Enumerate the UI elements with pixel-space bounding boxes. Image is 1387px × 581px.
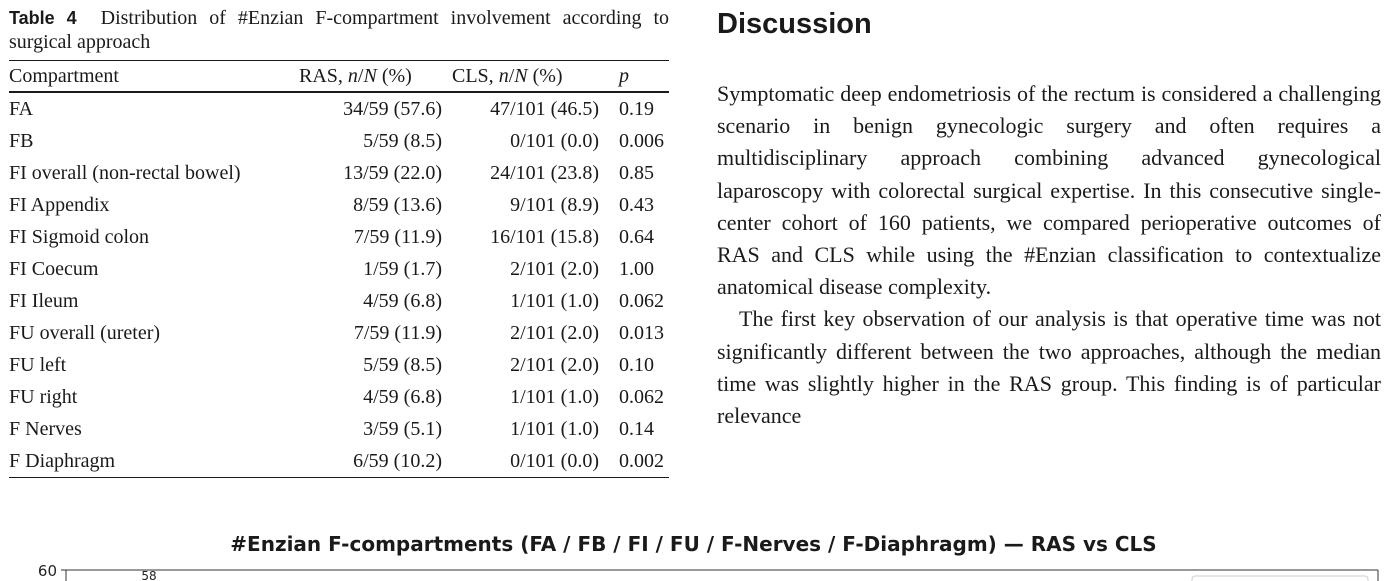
cell-ras: 3/59 (5.1) — [363, 417, 442, 440]
legend-box — [1192, 576, 1368, 581]
header-ras: RAS, n/N (%) — [299, 61, 452, 93]
table-row — [9, 413, 669, 445]
table-row — [9, 285, 669, 317]
cell-compartment: FU right — [9, 385, 78, 408]
cell-p: 0.64 — [619, 225, 654, 248]
cell-compartment: FU left — [9, 353, 67, 376]
cell-cls: 47/101 (46.5) — [490, 97, 599, 120]
cell-ras: 7/59 (11.9) — [353, 321, 442, 344]
cell-cls: 16/101 (15.8) — [490, 225, 599, 248]
cell-compartment: FI Appendix — [9, 193, 110, 216]
cell-ras: 6/59 (10.2) — [299, 445, 452, 478]
table-row — [9, 221, 669, 253]
chart-title: #Enzian F-compartments (FA / FB / FI / FU / F-Nerves / F-Diaphragm) — RAS vs CLS — [230, 532, 1157, 556]
table-row — [9, 157, 669, 189]
discussion-paragraph: The first key observation of our analysis is that operative time was not significantly different between the two approaches, although the median time was slightly higher in the RAS group. This finding is of particular relevance — [717, 306, 1381, 429]
cell-ras: 4/59 (6.8) — [363, 289, 442, 312]
bar-chart — [0, 556, 1387, 581]
cell-ras: 5/59 (8.5) — [363, 353, 442, 376]
discussion-paragraph: Symptomatic deep endometriosis of the rectum is considered a challenging scenario in benign gynecologic surgery and often requires a multidisciplinary approach combining advanced gynecological laparoscopy with colorectal surgical expertise. In this consecutive single-center cohort of 160 patients, we compared perioperative outcomes of RAS and CLS while using the #Enzian classification to contextualize anatomical disease complexity. — [717, 81, 1381, 300]
cell-ras: 34/59 (57.6) — [343, 97, 442, 120]
cell-ras: 8/59 (13.6) — [353, 193, 442, 216]
cell-ras: 4/59 (6.8) — [363, 385, 442, 408]
cell-compartment: FI Ileum — [9, 289, 79, 312]
table-row — [9, 317, 669, 349]
compartment-table — [9, 60, 669, 478]
cell-cls: 2/101 (2.0) — [510, 257, 599, 280]
discussion-heading: Discussion — [717, 8, 872, 40]
cell-p: 1.00 — [619, 257, 654, 280]
cell-compartment: FA — [9, 97, 34, 120]
cell-p: 0.14 — [619, 417, 654, 440]
table-header-row — [9, 61, 669, 93]
cell-cls: 0/101 (0.0) — [510, 129, 599, 152]
cell-p: 0.43 — [619, 193, 654, 216]
table-row — [9, 253, 669, 285]
cell-cls: 2/101 (2.0) — [510, 353, 599, 376]
y-tick-label: 60 — [37, 562, 57, 580]
table-caption — [9, 6, 669, 54]
cell-compartment: FI Sigmoid colon — [9, 225, 150, 248]
cell-ras: 7/59 (11.9) — [353, 225, 442, 248]
bar-data-label: 58 — [141, 569, 157, 581]
cell-cls: 2/101 (2.0) — [510, 321, 599, 344]
table-row — [9, 92, 669, 125]
cell-compartment: F Diaphragm — [9, 445, 299, 478]
cell-compartment: FB — [9, 129, 34, 152]
cell-p: 0.19 — [619, 97, 654, 120]
cell-cls: 1/101 (1.0) — [510, 289, 599, 312]
cell-ras: 1/59 (1.7) — [363, 257, 442, 280]
discussion-body — [717, 78, 1381, 432]
cell-compartment: FI Coecum — [9, 257, 99, 280]
cell-cls: 0/101 (0.0) — [452, 445, 609, 478]
cell-ras: 5/59 (8.5) — [363, 129, 442, 152]
cell-p: 0.006 — [619, 129, 664, 152]
cell-p: 0.062 — [619, 385, 664, 408]
cell-cls: 1/101 (1.0) — [510, 417, 599, 440]
cell-p: 0.85 — [619, 161, 654, 184]
header-cls: CLS, n/N (%) — [452, 61, 609, 93]
cell-compartment: FI overall (non-rectal bowel) — [9, 161, 241, 184]
table-caption-label: Table 4 — [9, 8, 77, 28]
table-row — [9, 189, 669, 221]
header-compartment: Compartment — [9, 61, 299, 93]
table-row — [9, 381, 669, 413]
table-caption-text: Distribution of #Enzian F-compartment involvement according to surgical approach — [9, 7, 670, 53]
cell-cls: 1/101 (1.0) — [510, 385, 599, 408]
table-row — [9, 125, 669, 157]
cell-p: 0.002 — [609, 445, 669, 478]
table-row — [9, 349, 669, 381]
header-p: p — [609, 61, 669, 93]
cell-p: 0.10 — [619, 353, 654, 376]
cell-p: 0.013 — [619, 321, 664, 344]
cell-cls: 9/101 (8.9) — [510, 193, 599, 216]
cell-cls: 24/101 (23.8) — [490, 161, 599, 184]
cell-ras: 13/59 (22.0) — [343, 161, 442, 184]
table-row — [9, 445, 669, 478]
cell-p: 0.062 — [619, 289, 664, 312]
cell-compartment: F Nerves — [9, 417, 82, 440]
cell-compartment: FU overall (ureter) — [9, 321, 161, 344]
